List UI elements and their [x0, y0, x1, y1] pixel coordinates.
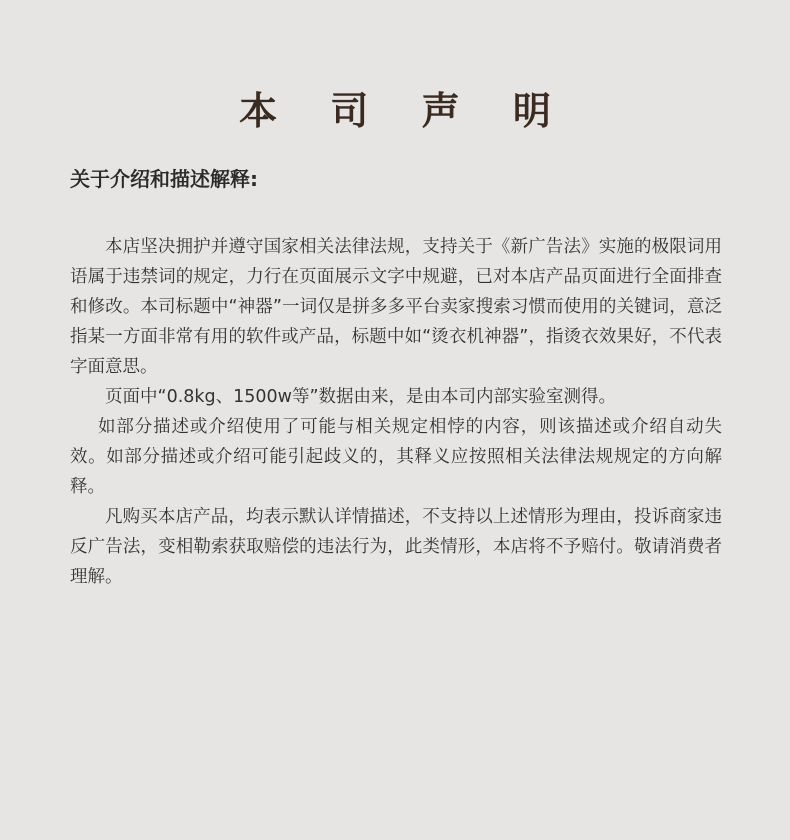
- statement-paragraph-2: 页面中“0.8kg、1500w等”数据由来，是由本司内部实验室测得。: [105, 387, 617, 407]
- statement-body: [70, 232, 722, 592]
- section-subtitle: 关于介绍和描述解释:: [70, 167, 258, 191]
- statement-paragraph-4: 凡购买本店产品，均表示默认详情描述，不支持以上述情形为理由，投诉商家违反广告法，变相勒索获取赔偿的违法行为，此类情形，本店将不予赔付。敬请消费者理解。: [70, 507, 722, 587]
- page-title: 本 司 声 明: [239, 89, 571, 133]
- statement-paragraph-3: 如部分描述或介绍使用了可能与相关规定相悖的内容，则该描述或介绍自动失效。如部分描述或介绍可能引起歧义的，其释义应按照相关法律法规规定的方向解释。: [70, 417, 722, 497]
- statement-paragraph-1: 本店坚决拥护并遵守国家相关法律法规，支持关于《新广告法》实施的极限词用语属于违禁词的规定，力行在页面展示文字中规避，已对本店产品页面进行全面排查和修改。本司标题中“神器”一词仅是拼多多平台卖家搜索习惯而使用的关键词，意泛指某一方面非常有用的软件或产品，标题中如“烫衣机神器”，指烫衣效果好，不代表字面意思。: [70, 237, 722, 377]
